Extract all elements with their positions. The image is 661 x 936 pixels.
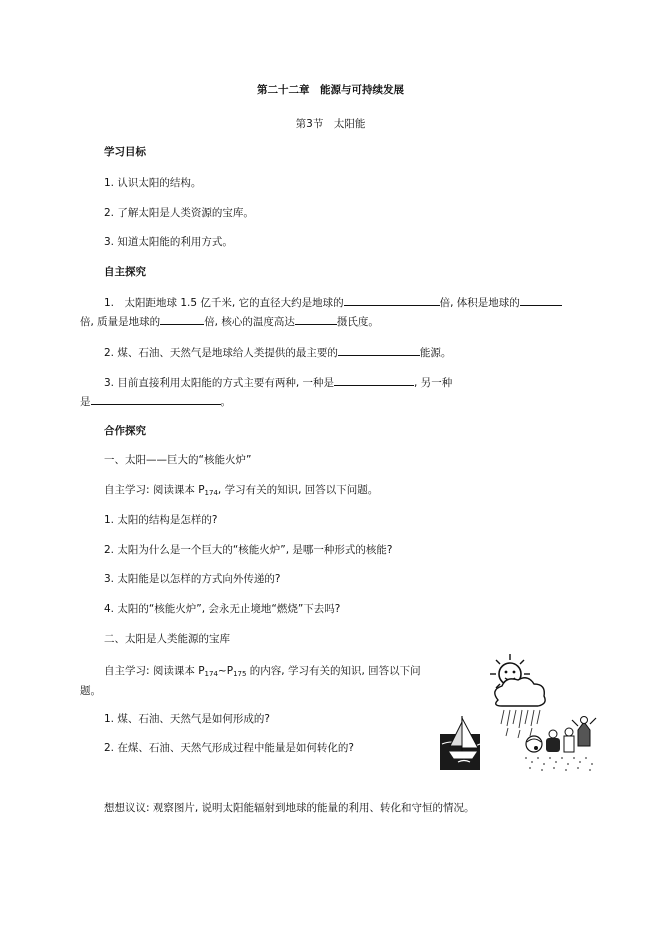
part2-question: 1. 煤、石油、天然气是如何形成的? bbox=[104, 713, 270, 725]
answer-blank[interactable] bbox=[295, 314, 337, 325]
part1-question: 4. 太阳的“核能火炉”, 会永无止境地“燃烧”下去吗? bbox=[104, 603, 341, 615]
sun-energy-illustration bbox=[438, 652, 598, 777]
goal-item: 2. 了解太阳是人类资源的宝库。 bbox=[104, 207, 254, 219]
self-study-heading: 自主探究 bbox=[104, 266, 146, 278]
beach-people-icon bbox=[526, 717, 596, 753]
goal-item: 3. 知道太阳能的利用方式。 bbox=[104, 236, 233, 248]
part2-title: 二、太阳是人类能源的宝库 bbox=[104, 633, 230, 645]
answer-blank[interactable] bbox=[520, 295, 562, 306]
question-1-line-2: 倍, 质量是地球的 倍, 核心的温度高达 摄氏度。 bbox=[80, 316, 379, 328]
section-title: 第3节 太阳能 bbox=[295, 118, 366, 130]
part1-question: 1. 太阳的结构是怎样的? bbox=[104, 514, 218, 526]
part1-intro: 自主学习: 阅读课本 $P_{174}$, 学习有关的知识, 回答以下问题。 bbox=[104, 484, 379, 497]
answer-blank[interactable] bbox=[91, 394, 221, 405]
rain-icon bbox=[501, 710, 540, 738]
question-3-line-2: 是 。 bbox=[80, 396, 231, 408]
answer-blank[interactable] bbox=[338, 345, 420, 356]
part2-intro: 自主学习: 阅读课本 $P_{174}\sim P_{175}$ 的内容, 学习有关的知识, 回答以下问 bbox=[104, 665, 421, 678]
question-3-line-1: 3. 目前直接利用太阳能的方式主要有两种, 一种是 , 另一种 bbox=[104, 377, 453, 389]
part1-title: 一、太阳——巨大的“核能火炉” bbox=[104, 454, 252, 466]
question-2: 2. 煤、石油、天然气是地球给人类提供的最主要的 能源。 bbox=[104, 347, 452, 359]
part1-question: 2. 太阳为什么是一个巨大的“核能火炉”, 是哪一种形式的核能? bbox=[104, 544, 393, 556]
sailboat-icon bbox=[440, 716, 480, 770]
coop-heading: 合作探究 bbox=[104, 425, 146, 437]
answer-blank[interactable] bbox=[344, 295, 440, 306]
chapter-title: 第二十二章 能源与可持续发展 bbox=[257, 84, 404, 96]
answer-blank[interactable] bbox=[334, 375, 414, 386]
part1-question: 3. 太阳能是以怎样的方式向外传递的? bbox=[104, 573, 281, 585]
answer-blank[interactable] bbox=[160, 314, 204, 325]
question-1-line-1: 1. 太阳距地球 1.5 亿千米, 它的直径大约是地球的 倍, 体积是地球的 bbox=[104, 295, 562, 310]
part2-question: 2. 在煤、石油、天然气形成过程中能量是如何转化的? bbox=[104, 742, 354, 754]
goals-heading: 学习目标 bbox=[104, 146, 146, 158]
goal-item: 1. 认识太阳的结构。 bbox=[104, 177, 202, 189]
sand-dots bbox=[525, 757, 593, 771]
think-prompt: 想想议议: 观察图片, 说明太阳能辐射到地球的能量的利用、转化和守恒的情况。 bbox=[104, 802, 475, 814]
part2-intro-cont: 题。 bbox=[80, 685, 101, 697]
